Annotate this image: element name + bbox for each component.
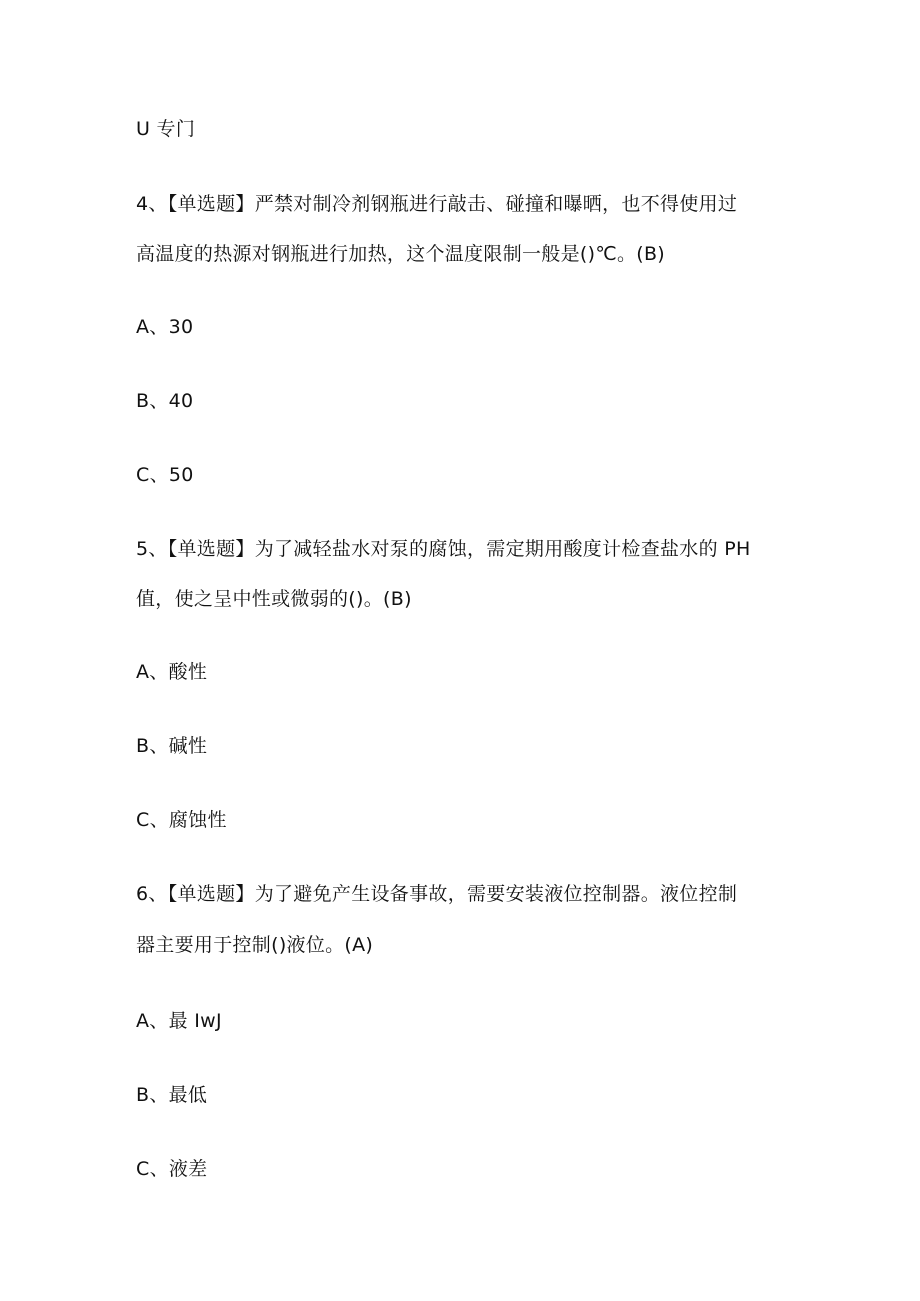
question-6-option-b: B、最低 [136, 1084, 208, 1106]
question-5-stem-line-2: 值，使之呈中性或微弱的()。(B) [136, 588, 412, 610]
question-4-option-c: C、50 [136, 464, 194, 486]
question-6-stem-line-2: 器主要用于控制()液位。(A) [136, 934, 374, 956]
text-fragment: U 专门 [136, 118, 196, 140]
question-5-option-c: C、腐蚀性 [136, 809, 227, 831]
question-4-option-a: A、30 [136, 316, 194, 338]
question-5-option-a: A、酸性 [136, 661, 208, 683]
question-6-option-c: C、液差 [136, 1158, 208, 1180]
question-5-stem-line-1: 5、【单选题】为了减轻盐水对泵的腐蚀，需定期用酸度计检查盐水的 PH [136, 538, 751, 560]
question-6-stem-line-1: 6、【单选题】为了避免产生设备事故，需要安装液位控制器。液位控制 [136, 883, 738, 905]
question-5-option-b: B、碱性 [136, 735, 208, 757]
question-4-stem-line-2: 高温度的热源对钢瓶进行加热，这个温度限制一般是()℃。(B) [136, 243, 666, 265]
question-4-stem-line-1: 4、【单选题】严禁对制冷剂钢瓶进行敲击、碰撞和曝晒，也不得使用过 [136, 193, 738, 215]
question-6-option-a: A、最 IwJ [136, 1010, 222, 1032]
question-4-option-b: B、40 [136, 390, 194, 412]
